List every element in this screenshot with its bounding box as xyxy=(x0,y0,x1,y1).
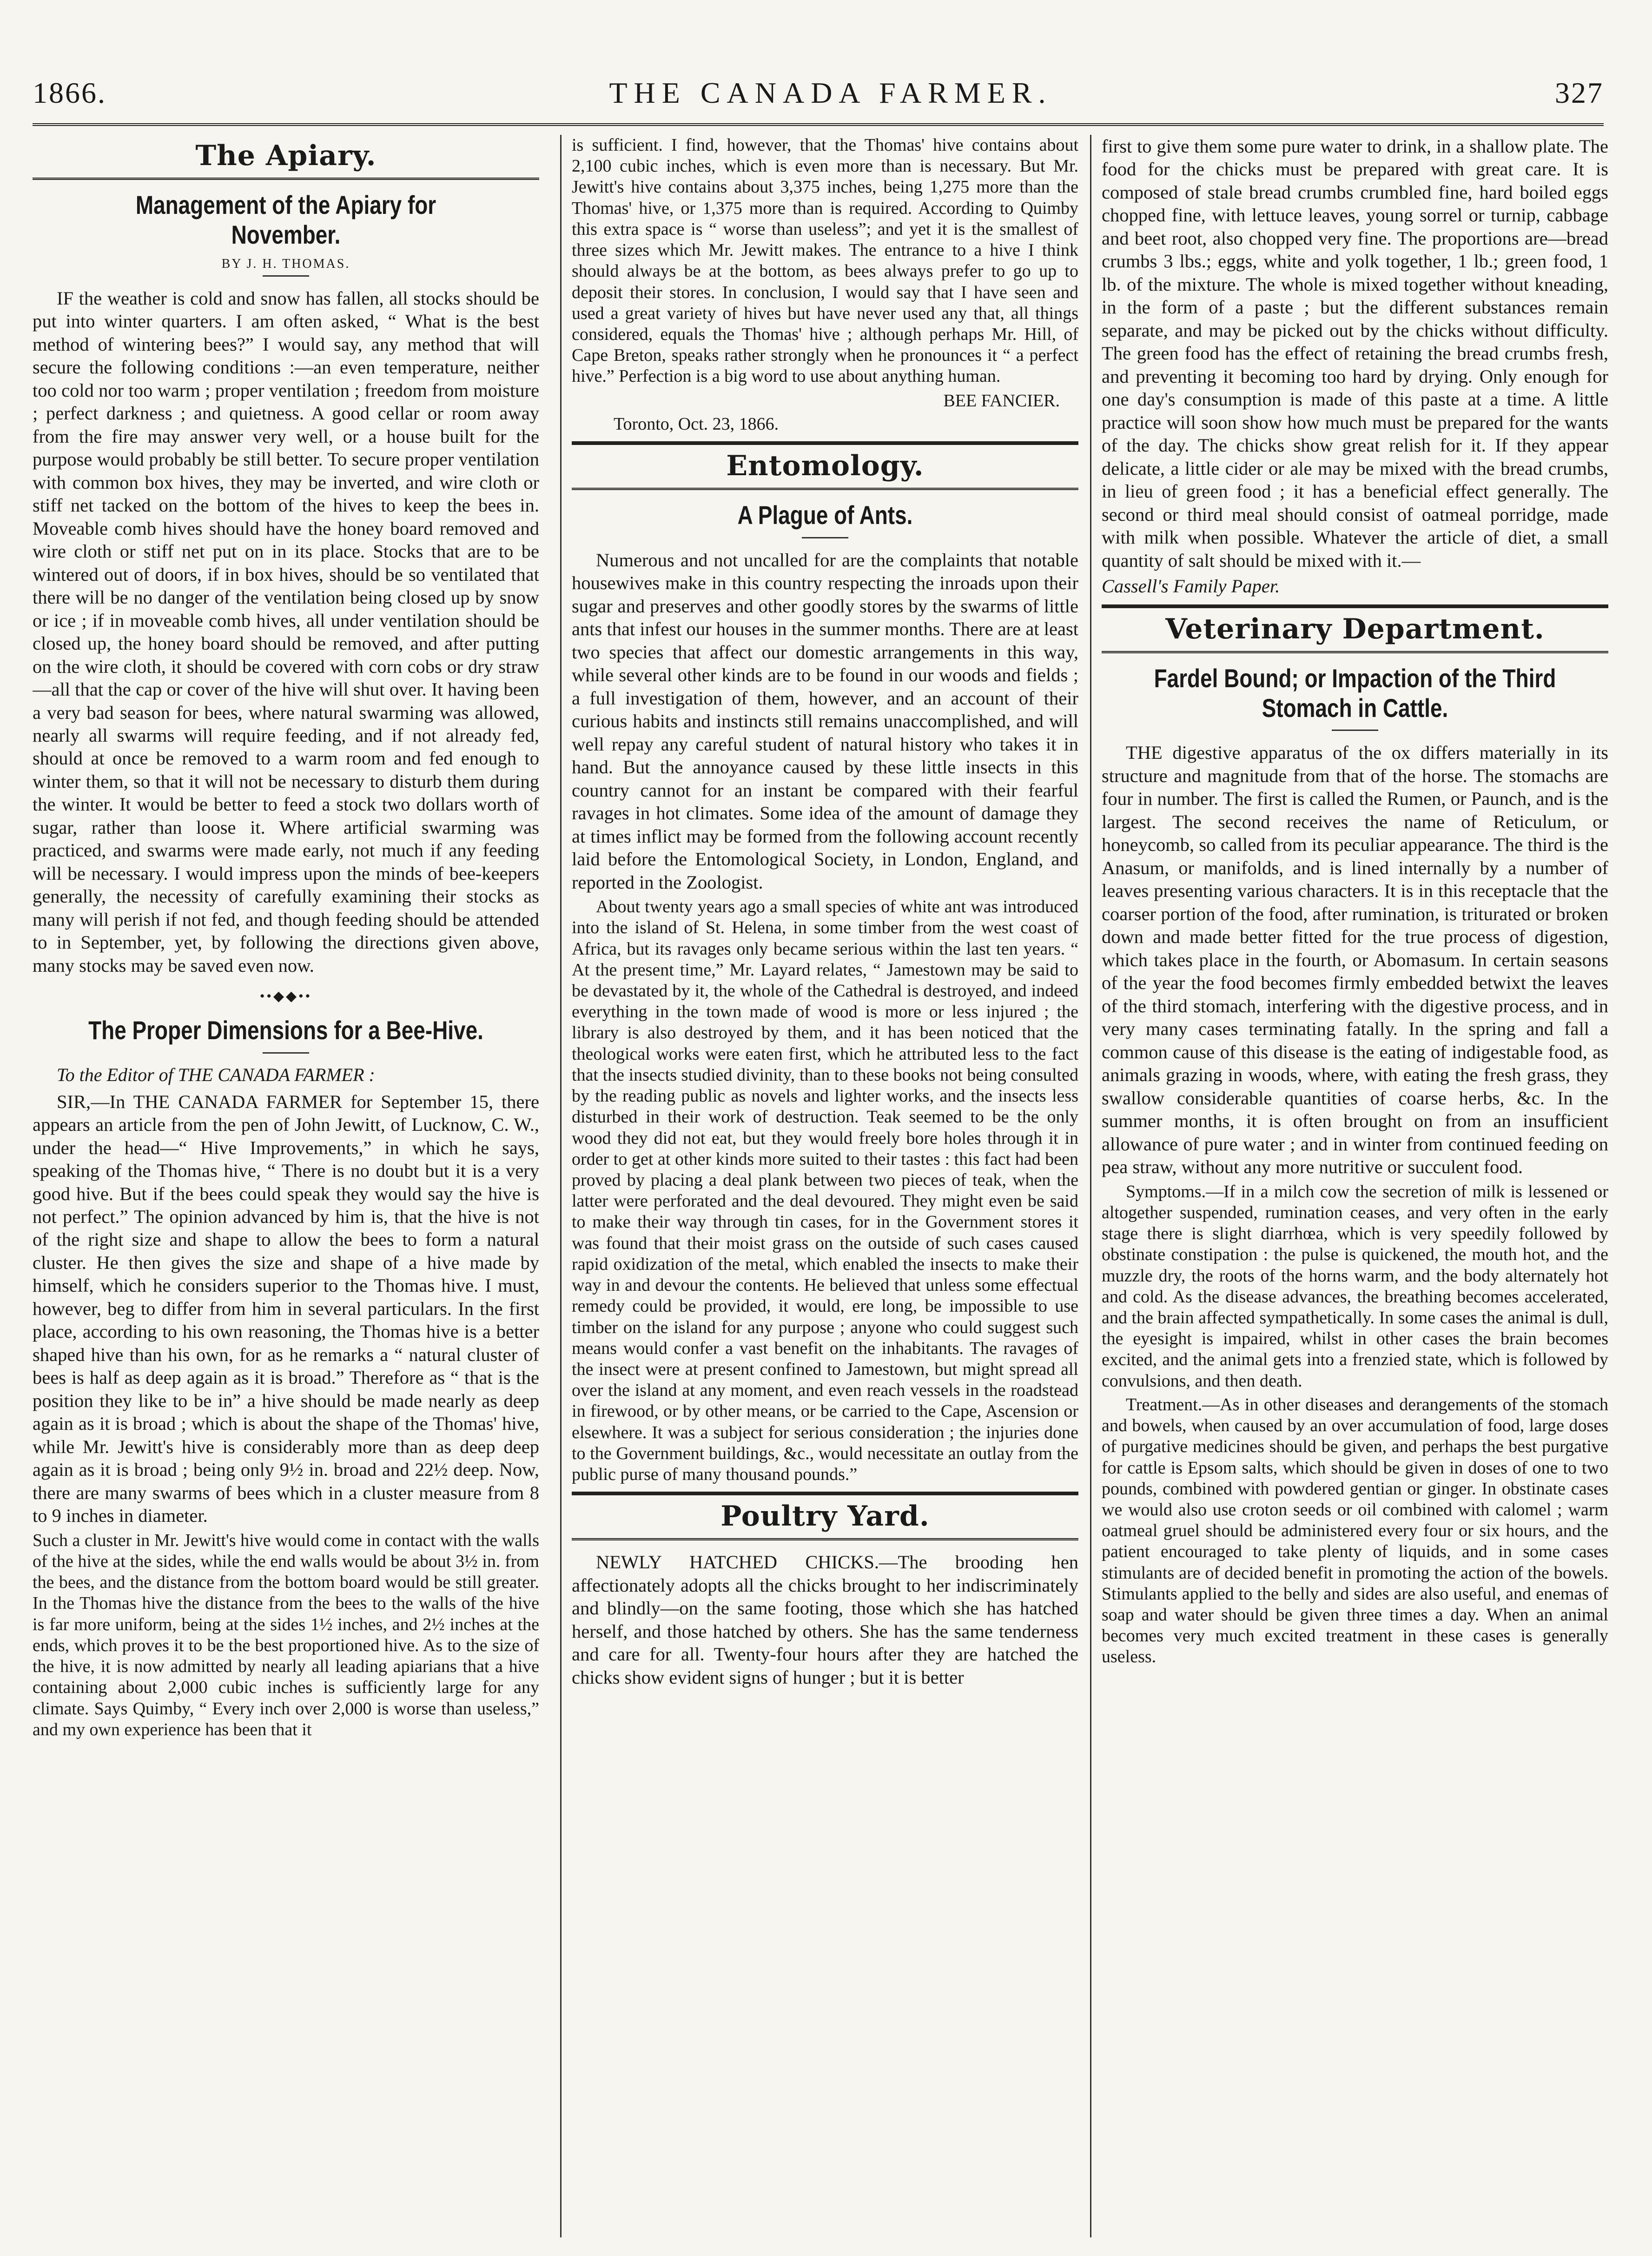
article-title: Fardel Bound; or Impaction of the Third Stomach in Cattle. xyxy=(1154,663,1556,723)
divider xyxy=(263,275,309,277)
source-credit: Cassell's Family Paper. xyxy=(1102,576,1280,597)
paragraph: SIR,—In THE CANADA FARMER for September 15, there appears an article from the pen of John Jewitt, of Lucknow, C. W., under the head—“ Hive Improvements,” in which he says, speaking of the Thomas hive, “ There is no doubt but it is a very good hive. But if the bees could speak they would say the hive is not perfect.” The opinion advanced by him is, that the hive is not of the right size and shape to allow the bees to form a natural cluster. He then gives the size and shape of a hive made by himself, which he considers superior to the Thomas hive. I must, however, beg to differ from him in several particulars. In the first place, according to his own reasoning, the Thomas hive is a better shaped hive than his own, for as he remarks a “ natural cluster of bees is half as deep again as it is broad.” Therefore as “ that is the position they like to be in” a hive should be made nearly as deep again as it is broad ; which is about the shape of the Thomas' hive, while Mr. Jewitt's hive is considerably more than as deep deep again as it is broad ; being only 9½ in. broad and 22½ deep. Now, there are many swarms of bees which in a cluster measure from 8 to 9 inches in diameter. xyxy=(33,1091,539,1526)
paragraph: Treatment.—As in other diseases and derangements of the stomach and bowels, when caused by an over accumulation of food, large doses of purgative medicines should be given, and perhaps the best purgative for cattle is Epsom salts, which should be given in doses of one to two pounds, combined with powdered gentian or ginger. In obstinate cases we would also use croton seeds or oil combined with calomel ; warm oatmeal gruel should be administered every four or six hours, and the patient encouraged to take plenty of liquids, and in some cases stimulants are of decided benefit in promoting the action of the bowels. Stimulants applied to the belly and sides are also useful, and enemas of soap and water should be given three times a day. When an animal becomes very much excited treatment in these cases is generally useless. xyxy=(1102,1394,1608,1667)
section-rule xyxy=(572,1538,1078,1540)
divider xyxy=(1332,730,1378,731)
byline: BY J. H. THOMAS. xyxy=(221,256,350,271)
divider xyxy=(263,1052,309,1054)
department-heading-veterinary: Veterinary Department. xyxy=(1165,612,1545,645)
page-number: 327 xyxy=(1555,76,1604,109)
paragraph: is sufficient. I find, however, that the Thomas' hive contains about 2,100 cubic inches, which is even more than is necessary. But Mr. Jewitt's hive contains about 3,375 inches, being 1,275 more than the Thomas' hive, or 1,375 more than is required. According to Quimby this extra space is “ worse than useless”; and yet it is the smallest of three sizes which Mr. Jewitt makes. The entrance to a hive I think should always be at the bottom, as bees always prefer to go up to deposit their stores. In conclusion, I would say that I have seen and used a great variety of hives but have never used any that, all things considered, equals the Thomas' hive ; although perhaps Mr. Hill, of Cape Breton, speaks rather strongly when he pronounces it “ a perfect hive.” Perfection is a big word to use about anything human. xyxy=(572,135,1078,386)
column-rule-1 xyxy=(560,135,562,2237)
addressee: To the Editor of THE CANADA FARMER : xyxy=(57,1064,375,1085)
paragraph: THE digestive apparatus of the ox differs materially in its structure and magnitude from that of the horse. The stomachs are four in number. The first is called the Rumen, or Paunch, and is the largest. The second receives the name of Reticulum, or honeycomb, so called from its peculiar appearance. The third is the Anasum, or manifolds, and is lined internally by a number of leaves presenting various characters. It is in this receptacle that the coarser portion of the food, after rumination, is triturated or broken down and made better fitted for the true process of digestion, which takes place in the fourth, or Abomasum. In certain seasons of the year the food becomes firmly embedded betwixt the leaves of the third stomach, interfering with the digestive process, and in very many cases terminating fatally. In the spring and fall a common cause of this disease is the eating of indigestable food, as animals grazing in woods, where, with eating the fresh grass, they swallow considerable quantities of coarse herbs, &c. In the summer months, it is often brought on from an insufficient allowance of pure water ; and in winter from continued feeding on pea straw, without any more nutritive or succulent food. xyxy=(1102,742,1608,1178)
section-rule xyxy=(572,441,1078,445)
place-date: Toronto, Oct. 23, 1866. xyxy=(614,414,779,434)
department-heading-poultry: Poultry Yard. xyxy=(720,1500,930,1533)
article-title: Management of the Apiary for November. xyxy=(135,190,436,250)
department-heading-apiary: The Apiary. xyxy=(195,139,377,172)
divider xyxy=(802,537,848,538)
section-rule xyxy=(572,1492,1078,1495)
masthead-title: THE CANADA FARMER. xyxy=(609,76,1052,109)
paragraph: Such a cluster in Mr. Jewitt's hive would come in contact with the walls of the hive at the sides, while the end walls would be about 3½ in. from the bees, and the distance from the bottom board would be still greater. In the Thomas hive the distance from the bees to the walls of the hive is far more uniform, being at the sides 1½ inches, and 2½ inches at the ends, which proves it to be the best proportioned hive. As to the size of the hive, it is now admitted by nearly all leading apiarians that a hive containing about 2,000 cubic inches is sufficiently large for any climate. Says Quimby, “ Every inch over 2,000 is worse than useless,” and my own experience has been that it xyxy=(33,1530,539,1739)
paragraph: Symptoms.—If in a milch cow the secretion of milk is lessened or altogether suspended, rumination ceases, and very often in the early stage there is slight diarrhœa, which is very speedily followed by obstinate constipation : the pulse is quickened, the mouth hot, and the muzzle dry, the roots of the horns warm, and the body alternately hot and cold. As the disease advances, the breathing becomes accelerated, and the brain affected sympathetically. In some cases the animal is dull, the eyesight is impaired, whilst in other cases the brain becomes excited, and the animal gets into a frenzied state, which is followed by convulsions, and then death. xyxy=(1102,1181,1608,1391)
paragraph: IF the weather is cold and snow has fallen, all stocks should be put into winter quarters. I am often asked, “ What is the best method of wintering bees?” I would say, any method that will secure the following conditions :—an even temperature, neither too cold nor too warm ; proper ventilation ; freedom from moisture ; perfect darkness ; and quietness. A good cellar or room away from the fire may answer very well, or a house built for the purpose would probably be still better. To secure proper ventilation with common box hives, they may be inverted, and wire cloth or stiff net tacked on the bottom of the hives to keep the bees in. Moveable comb hives should have the honey board removed and wire cloth or stiff net put on in its place. Stocks that are to be wintered out of doors, if in box hives, should be so ventilated that there will be no danger of the ventilation being closed up by snow or ice ; if in moveable comb hives, all under ventilation should be closed up, the honey board should be removed, and after putting on the wire cloth, it should be covered with corn cobs or dry straw—all that the cap or cover of the hive will shut over. It having been a very bad season for bees, where natural swarming was allowed, nearly all swarms will require feeding, and if not already fed, should at once be removed to a warm room and fed enough to winter them, so that it will not be necessary to disturb them during the winter. It would be better to feed a stock two dollars worth of sugar, rather than loose it. Where artificial swarming was practiced, and swarms were made early, not much if any feeding will be necessary. I would impress upon the minds of bee-keepers generally, the necessity of carefully examining their stocks as many will perish if not fed, and though feeding should be attended to in September, yet, by following the directions given above, many stocks may be saved even now. xyxy=(33,287,539,976)
paragraph: Numerous and not uncalled for are the complaints that notable housewives make in this country respecting the inroads upon their sugar and preserves and other goodly stores by the swarms of little ants that infest our houses in the summer months. There are at least two species that affect our domestic arrangements in this way, while several other kinds are to be found in our woods and fields ; a full investigation of them, however, and an account of their curious habits and instincts still remains unaccomplished, and will well repay any careful student of natural history who takes it in hand. But the annoyance caused by these little insects in this country cannot for an instant be compared with their fearful ravages in hot climates. Some idea of the amount of damage they at times inflict may be formed from the following account recently laid before the Entomological Society, in London, England, and reported in the Zoologist. xyxy=(572,549,1078,893)
section-rule xyxy=(572,488,1078,490)
masthead-year: 1866. xyxy=(33,76,106,109)
column-3 xyxy=(1102,135,1608,2237)
article-title: A Plague of Ants. xyxy=(737,500,913,530)
masthead xyxy=(33,70,1604,116)
section-rule xyxy=(1102,604,1608,608)
ornament-divider: ••◆◆•• xyxy=(259,989,312,1004)
paragraph: About twenty years ago a small species of white ant was introduced into the island of St. Helena, in some timber from the west coast of Africa, but its ravages only became serious within the last ten years. “ At the present time,” Mr. Layard relates, “ Jamestown may be said to be devastated by it, the whole of the Cathedral is destroyed, and indeed everything in the town made of wood is more or less injured ; the library is also destroyed by them, and it has been noticed that the theological works were eaten first, which he attributed less to the fact that the insects studied divinity, than to these books not being consulted by the reading public as novels and lighter works, and the insects less disturbed in their work of destruction. Teak seemed to be the only wood they did not eat, but they would freely bore holes through it in order to get at other kinds more suited to their tastes : this fact had been proved by placing a deal plank between two pieces of teak, when the latter were perforated and the deal devoured. They might even be said to make their way through tin cases, for in the Government stores it was found that their moist grass on the outside of such cases caused rapid oxidization of the metal, which enabled the insects to make their way in and devour the contents. He believed that unless some effectual remedy could be provided, it would, ere long, be impossible to use timber on the island for any purpose ; anyone who could suggest such means would confer a vast benefit on the inhabitants. The ravages of the insect were at present confined to Jamestown, but might spread all over the island at any moment, and even reach vessels in the roadstead in firewood, or by other means, or be carried to the Cape, Ascension or elsewhere. It was a subject for serious consideration ; the injuries done to the Government buildings, &c., would necessitate an outlay from the public purse of many thousand pounds.” xyxy=(572,897,1078,1485)
article-title: The Proper Dimensions for a Bee-Hive. xyxy=(88,1015,483,1045)
paragraph: NEWLY HATCHED CHICKS.—The brooding hen affectionately adopts all the chicks brought to her indiscriminately and blindly—on the same footing, those which she has hatched herself, and those hatched by others. She has the same tenderness and care for all. Twenty-four hours after they are hatched the chicks show evident signs of hunger ; but it is better xyxy=(572,1552,1078,1688)
department-heading-entomology: Entomology. xyxy=(726,450,924,483)
column-rule-2 xyxy=(1090,135,1091,2237)
section-rule xyxy=(1102,651,1608,653)
paragraph: first to give them some pure water to drink, in a shallow plate. The food for the chicks must be prepared with great care. It is composed of stale bread crumbs crumbled fine, hard boiled eggs chopped fine, with lettuce leaves, young sorrel or turnip, cabbage and beet root, also chopped very fine. The proportions are—bread crumbs 3 lbs.; eggs, white and yolk together, 1 lb.; green food, 1 lb. of the mixture. The whole is mixed together without kneading, in the form of a paste ; but the different substances remain separate, and may be picked out by the chicks without difficulty. The green food has the effect of retaining the bread crumbs fresh, and preventing it becoming too hard by drying. Only enough for one day's consumption is made of this paste at a time. A little practice will soon show how much must be prepared for the wants of the day. The chicks show great relish for it. If they appear delicate, a little cider or ale may be mixed with the bread crumbs, in lieu of green food ; it has a beneficial effect generally. The second or third meal should consist of oatmeal porridge, made with milk when possible. Whatever the article of diet, a small quantity of salt should be mixed with it.— xyxy=(1102,136,1608,571)
masthead-rule xyxy=(33,123,1604,126)
column-2 xyxy=(572,135,1078,2237)
signature: BEE FANCIER. xyxy=(943,391,1060,411)
section-rule xyxy=(33,178,539,180)
column-1 xyxy=(33,135,539,2237)
